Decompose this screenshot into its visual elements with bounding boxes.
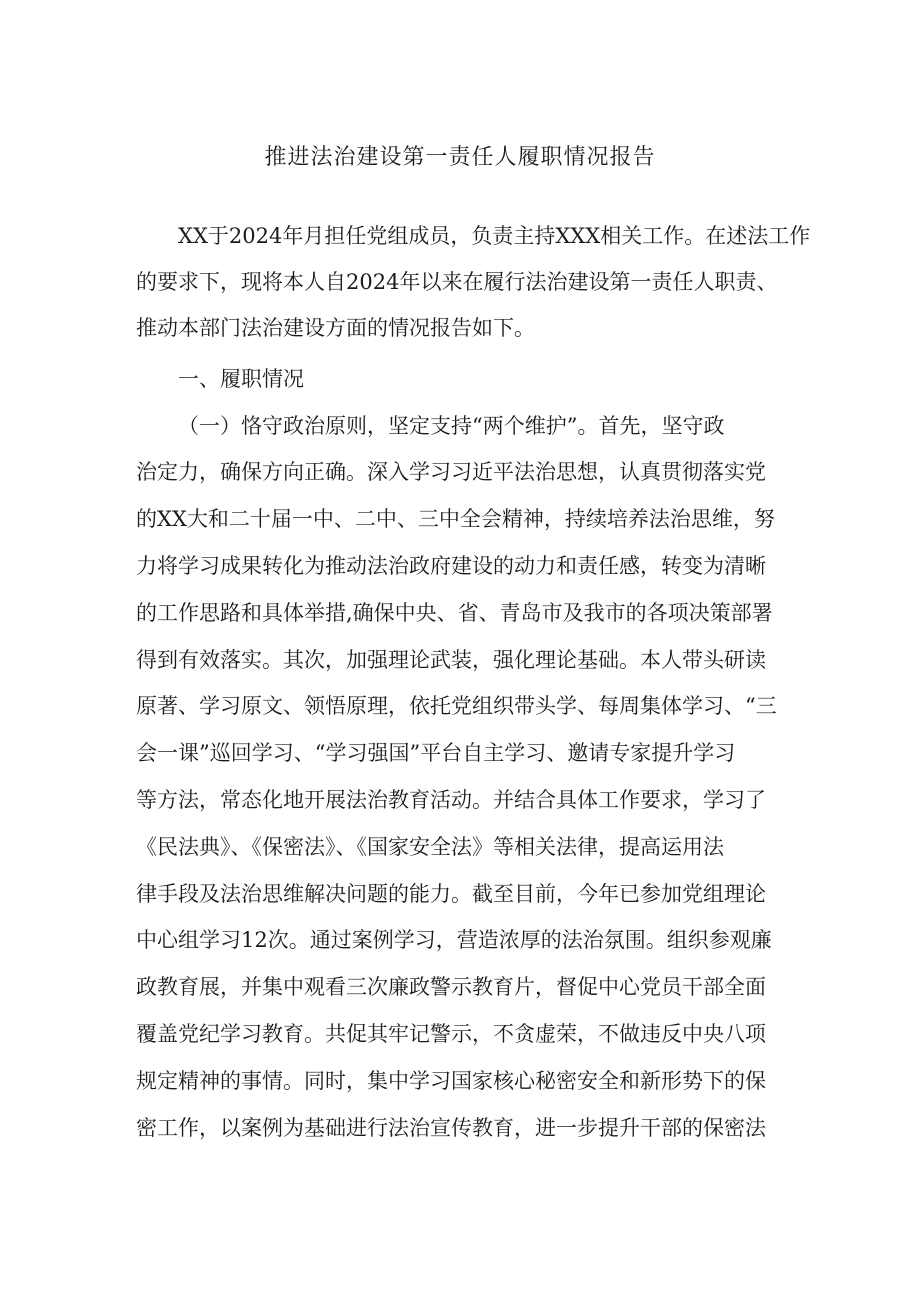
- intro-line: 推动本部门法治建设方面的情况报告如下。: [136, 316, 535, 340]
- body-line: 的工作思路和具体举措,确保中央、省、青岛市及我市的各项决策部署: [136, 601, 773, 625]
- body-line: 政教育展，并集中观看三次廉政警示教育片，督促中心党员干部全面: [136, 975, 766, 999]
- body-line: 中心组学习12次。通过案例学习，营造浓厚的法治氛围。组织参观廉: [136, 928, 772, 952]
- body-line: 规定精神的事情。同时，集中学习国家核心秘密安全和新形势下的保: [136, 1069, 766, 1093]
- body-line: 原著、学习原文、领悟原理，依托党组织带头学、每周集体学习、“三: [136, 694, 777, 718]
- body-line: 密工作，以案例为基础进行法治宣传教育，进一步提升干部的保密法: [136, 1116, 766, 1140]
- body-line: 力将学习成果转化为推动法治政府建设的动力和责任感，转变为清晰: [136, 554, 766, 578]
- body-line: 会一课”巡回学习、“学习强国”平台自主学习、邀请专家提升学习: [136, 741, 736, 765]
- body-line: 治定力，确保方向正确。深入学习习近平法治思想，认真贯彻落实党: [136, 460, 766, 484]
- body-line: 覆盖党纪学习教育。共促其牢记警示，不贪虚荣，不做违反中央八项: [136, 1022, 766, 1046]
- document-title: 推进法治建设第一责任人履职情况报告: [264, 145, 656, 170]
- section-heading: 一、履职情况: [178, 367, 304, 391]
- body-line: 得到有效落实。其次，加强理论武装，强化理论基础。本人带头研读: [136, 648, 766, 672]
- body-line: 的XX大和二十届一中、二中、三中全会精神，持续培养法治思维，努: [136, 507, 775, 531]
- intro-line: XX于2024年月担任党组成员，负责主持XXX相关工作。在述法工作: [178, 224, 811, 248]
- body-line: 等方法，常态化地开展法治教育活动。并结合具体工作要求，学习了: [136, 788, 766, 812]
- body-line: （一）恪守政治原则，坚定支持“两个维护”。首先，坚守政: [178, 414, 725, 438]
- intro-line: 的要求下，现将本人自2024年以来在履行法治建设第一责任人职责、: [136, 270, 778, 294]
- body-line: 律手段及法治思维解决问题的能力。截至目前，今年已参加党组理论: [136, 882, 766, 906]
- body-line: 《民法典》、《保密法》、《国家安全法》等相关法律，提高运用法: [136, 835, 724, 859]
